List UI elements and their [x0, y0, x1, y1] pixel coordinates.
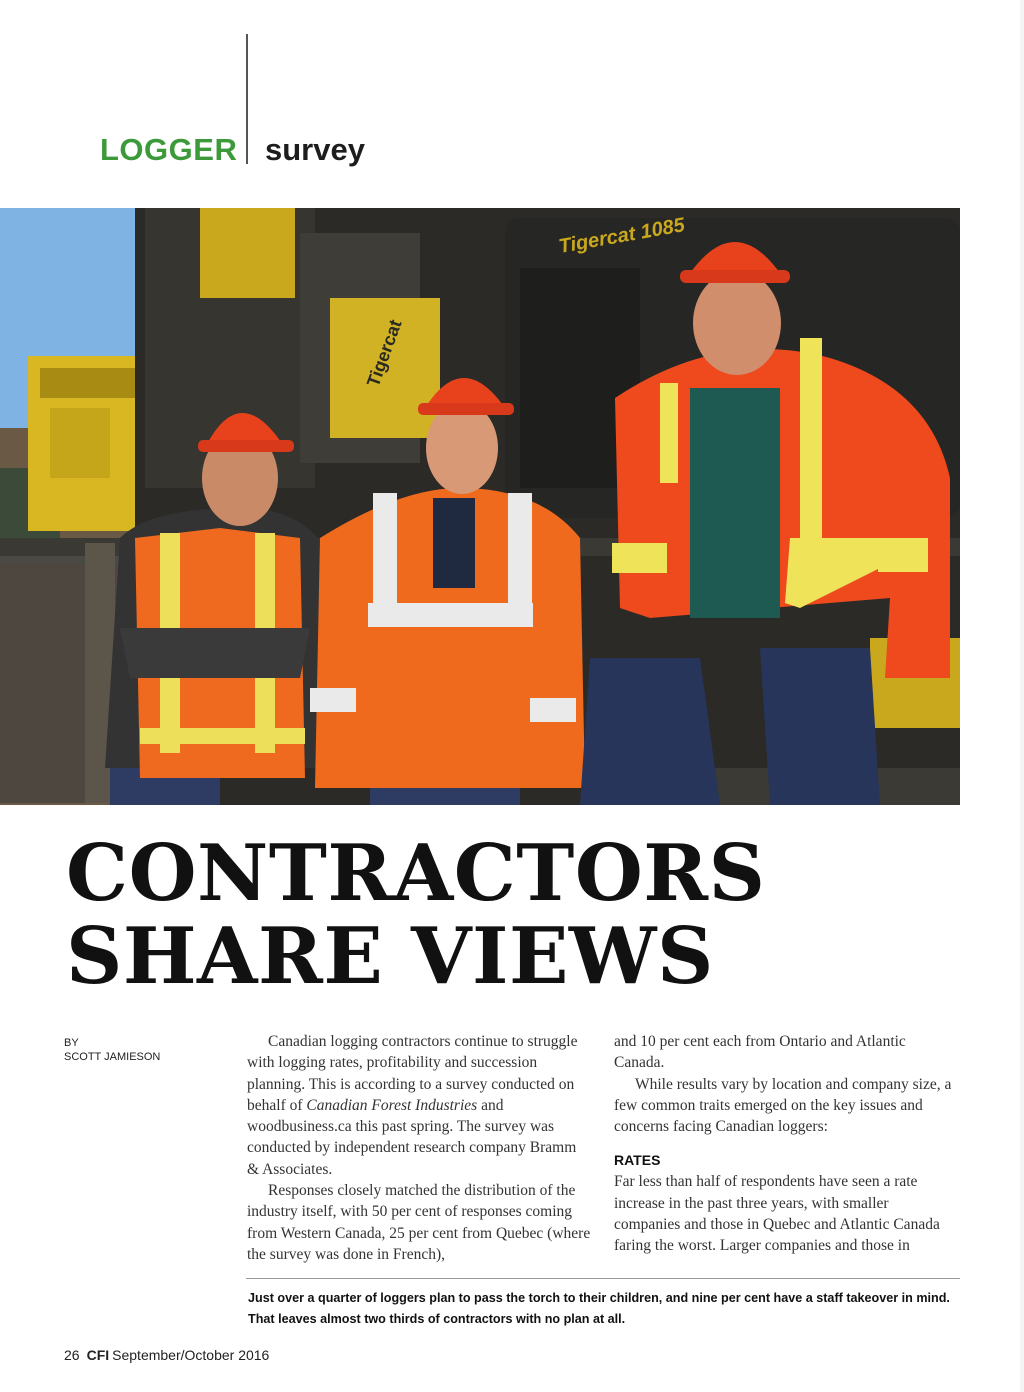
page-edge	[1020, 0, 1024, 1392]
headline-line-2: SHARE VIEWS	[66, 911, 714, 1002]
feature-photo	[0, 208, 960, 805]
body-column-2	[614, 1031, 958, 1257]
pull-quote-rule	[246, 1278, 960, 1279]
byline	[64, 1036, 160, 1064]
body-column-1	[247, 1031, 591, 1265]
headline-line-1: CONTRACTORS	[66, 828, 766, 919]
body-paragraph-1: Canadian logging contractors continue to struggle with logging rates, profitability and succession planning. This is according to a survey conducted on behalf of Canadian Forest Industries and woodbusiness.ca this past spring. The survey was conducted by independent research company Bramm & Associates.	[247, 1033, 578, 1178]
machine-brand-label: Tigercat	[362, 317, 406, 390]
body-paragraph-2: Responses closely matched the distribution of the industry itself, with 50 per cent of responses coming from Western Canada, 25 per cent from Quebec (where the survey was done in French),	[247, 1182, 591, 1263]
byline-author: SCOTT JAMIESON	[64, 1051, 161, 1063]
publication-name: Canadian Forest Industries	[306, 1096, 478, 1114]
subhead-rates: RATES	[614, 1152, 661, 1169]
body-paragraph-4: While results vary by location and company size, a few common traits emerged on the key issues and concerns facing Canadian loggers:	[614, 1075, 952, 1136]
pull-quote: Just over a quarter of loggers plan to pass the torch to their children, and nine per cent have a staff takeover in mind. That leaves almost two thirds of contractors with no plan at all.	[248, 1291, 950, 1326]
footer-issue: September/October 2016	[112, 1347, 270, 1363]
page-footer	[64, 1347, 269, 1363]
section-label-logger: LOGGER	[100, 132, 238, 167]
body-paragraph-5: Far less than half of respondents have seen a rate increase in the past three years, with smaller companies and those in Quebec and Atlantic Canada faring the worst. Larger companies and those in	[614, 1173, 940, 1255]
page-number: 26	[64, 1347, 80, 1363]
section-label-survey: survey	[265, 132, 365, 167]
article-headline	[66, 828, 766, 1002]
body-paragraph-3: and 10 per cent each from Ontario and Atlantic Canada.	[614, 1033, 906, 1072]
section-divider-rule	[246, 34, 248, 164]
machine-model-label: Tigercat 1085	[557, 214, 687, 258]
byline-prefix: BY	[64, 1037, 79, 1049]
footer-publication: CFI	[86, 1347, 110, 1363]
contractors-photo-illustration	[0, 208, 960, 805]
